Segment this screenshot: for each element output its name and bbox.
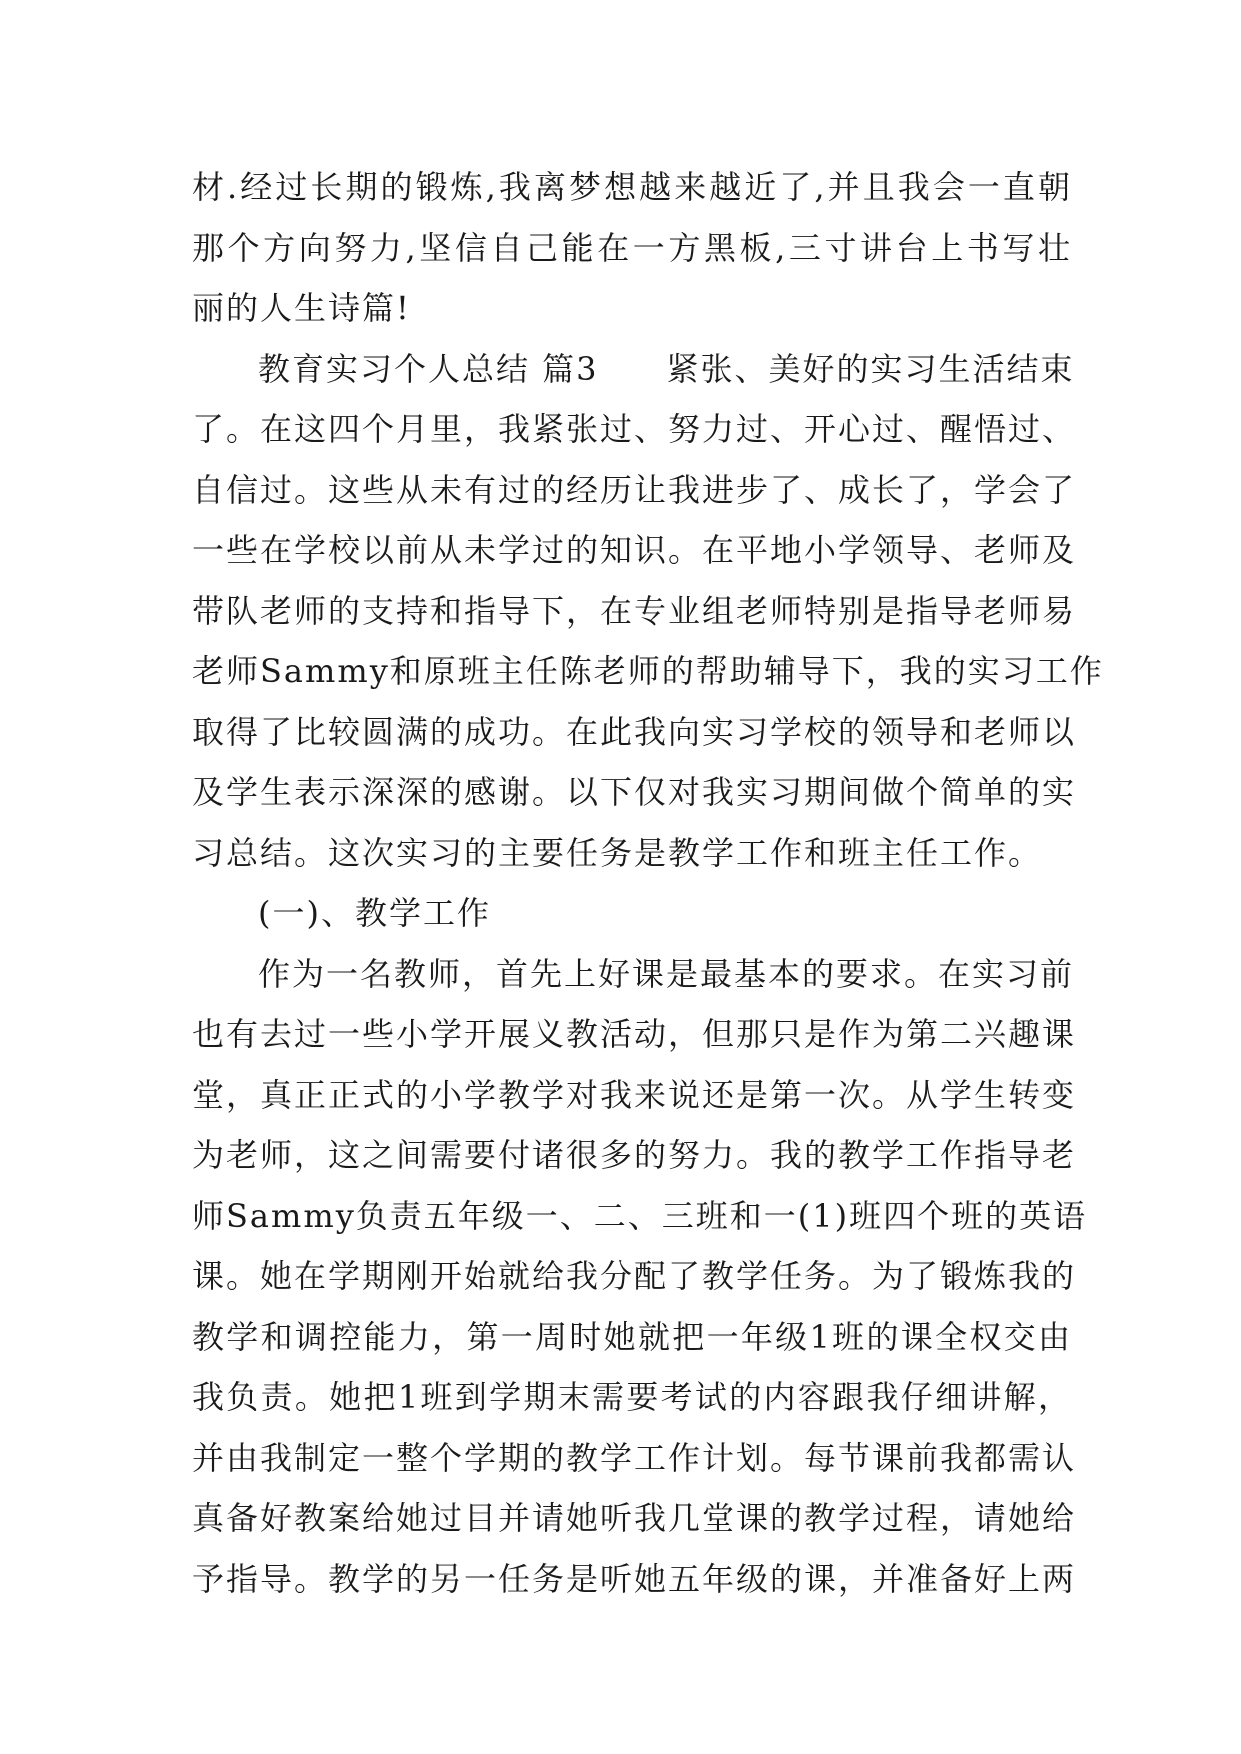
text-line: 一些在学校以前从未学过的知识。在平地小学领导、老师及: [192, 531, 1077, 569]
text-line: 真备好教案给她过目并请她听我几堂课的教学过程，请她给: [192, 1499, 1077, 1537]
section-heading-line: 教育实习个人总结 篇3 紧张、美好的实习生活结束: [258, 349, 1075, 388]
text-line: 堂，真正正式的小学教学对我来说还是第一次。从学生转变: [192, 1075, 1077, 1114]
text-line: 材.经过长期的锻炼,我离梦想越来越近了,并且我会一直朝: [192, 168, 1072, 206]
text-line: 并由我制定一整个学期的教学工作计划。每节课前我都需认: [192, 1438, 1077, 1477]
text-line: 师Sammy负责五年级一、二、三班和一(1)班四个班的英语: [192, 1196, 1088, 1235]
subheading-line: (一)、教学工作: [258, 894, 491, 932]
text-line: 予指导。教学的另一任务是听她五年级的课，并准备好上两: [192, 1559, 1077, 1598]
text-line: 为老师，这之间需要付诸很多的努力。我的教学工作指导老: [192, 1136, 1077, 1174]
text-line: 习总结。这次实习的主要任务是教学工作和班主任工作。: [192, 833, 1043, 872]
text-line: 老师Sammy和原班主任陈老师的帮助辅导下，我的实习工作: [192, 652, 1104, 690]
text-line: 课。她在学期刚开始就给我分配了教学任务。为了锻炼我的: [192, 1257, 1077, 1295]
text-line: 作为一名教师，首先上好课是最基本的要求。在实习前: [258, 954, 1075, 993]
text-line: 我负责。她把1班到学期末需要考试的内容跟我仔细讲解，: [192, 1378, 1072, 1416]
text-line: 那个方向努力,坚信自己能在一方黑板,三寸讲台上书写壮: [192, 228, 1072, 267]
body-text: [192, 157, 1104, 1609]
text-line: 教学和调控能力，第一周时她就把一年级1班的课全权交由: [192, 1317, 1072, 1356]
text-line: 丽的人生诗篇!: [192, 289, 411, 327]
text-line: 带队老师的支持和指导下，在专业组老师特别是指导老师易: [192, 591, 1077, 630]
text-line: 也有去过一些小学开展义教活动，但那只是作为第二兴趣课: [192, 1015, 1077, 1053]
text-line: 取得了比较圆满的成功。在此我向实习学校的领导和老师以: [192, 712, 1077, 751]
text-line: 了。在这四个月里，我紧张过、努力过、开心过、醒悟过、: [192, 410, 1077, 448]
text-line: 自信过。这些从未有过的经历让我进步了、成长了，学会了: [192, 470, 1077, 509]
text-line: 及学生表示深深的感谢。以下仅对我实习期间做个简单的实: [192, 773, 1077, 811]
